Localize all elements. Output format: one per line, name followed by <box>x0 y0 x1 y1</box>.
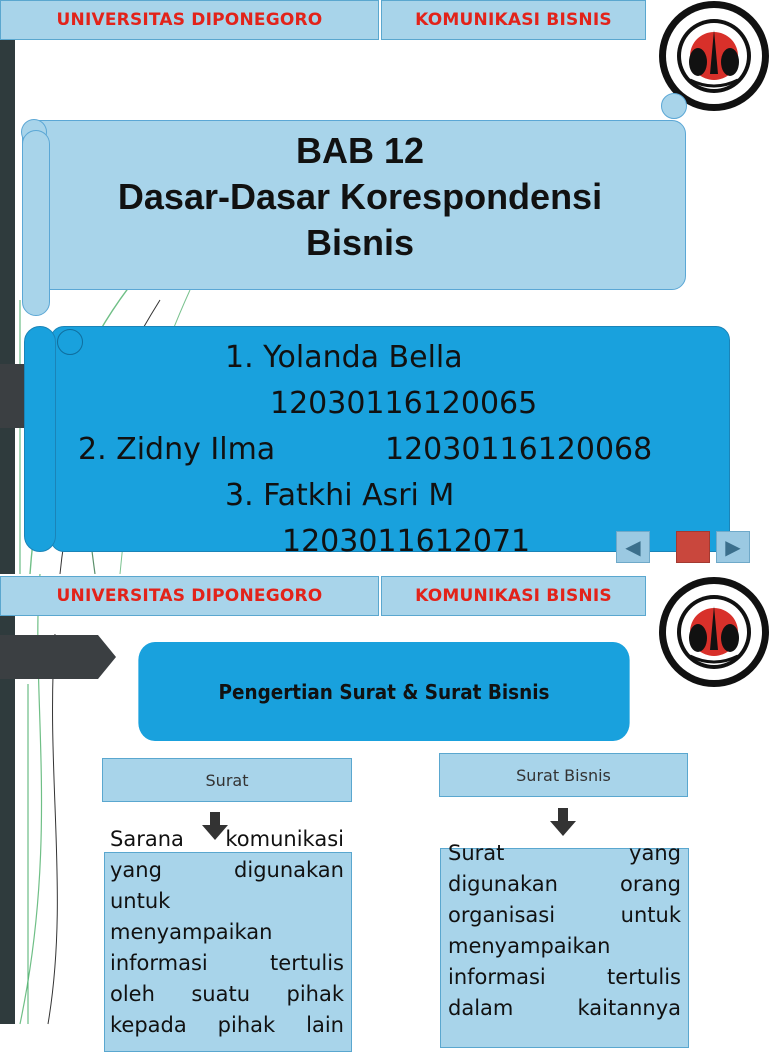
header-course-2: KOMUNIKASI BISNIS <box>381 576 646 616</box>
title-line-3: Bisnis <box>305 222 415 263</box>
title-line-2: Dasar-Dasar Korespondensi <box>117 176 603 217</box>
member-1-id: 12030116120065 <box>270 386 538 421</box>
label-surat-bisnis: Surat Bisnis <box>439 753 688 797</box>
section-title: Pengertian Surat & Surat Bisnis <box>138 642 629 741</box>
slide-2 <box>0 574 768 1037</box>
member-1-name: 1. Yolanda Bella <box>225 340 463 375</box>
header-university: UNIVERSITAS DIPONEGORO <box>0 0 379 40</box>
university-logo-2 <box>650 576 774 688</box>
header-course: KOMUNIKASI BISNIS <box>381 0 646 40</box>
next-icon[interactable]: ▶ <box>716 531 750 563</box>
member-3-name: 3. Fatkhi Asri M <box>225 478 455 513</box>
member-3-id: 1203011612071 <box>282 524 531 559</box>
title-line-1: BAB 12 <box>295 130 425 171</box>
slide-title <box>60 128 660 266</box>
member-2-name: 2. Zidny Ilma <box>78 432 276 467</box>
members-scroll-left-roll <box>24 326 56 552</box>
header-university-2: UNIVERSITAS DIPONEGORO <box>0 576 379 616</box>
down-arrow-icon-right <box>550 808 576 836</box>
title-scroll-left-roll <box>22 130 50 316</box>
prev-icon[interactable]: ◀ <box>616 531 650 563</box>
home-icon[interactable] <box>676 531 710 563</box>
left-dark-bar <box>0 40 15 574</box>
definition-surat: Sarana komunikasi yang digunakan untuk menyampaikan informasi tertulis oleh suatu pihak kepada pihak lain <box>110 827 344 1037</box>
dark-arrow-tab-2 <box>0 635 116 679</box>
definition-surat-bisnis: Surat yang digunakan orang organisasi untuk menyampaikan informasi tertulis dalam kaitannya <box>448 841 681 1020</box>
member-2-id: 12030116120068 <box>385 432 653 467</box>
label-surat: Surat <box>102 758 352 802</box>
